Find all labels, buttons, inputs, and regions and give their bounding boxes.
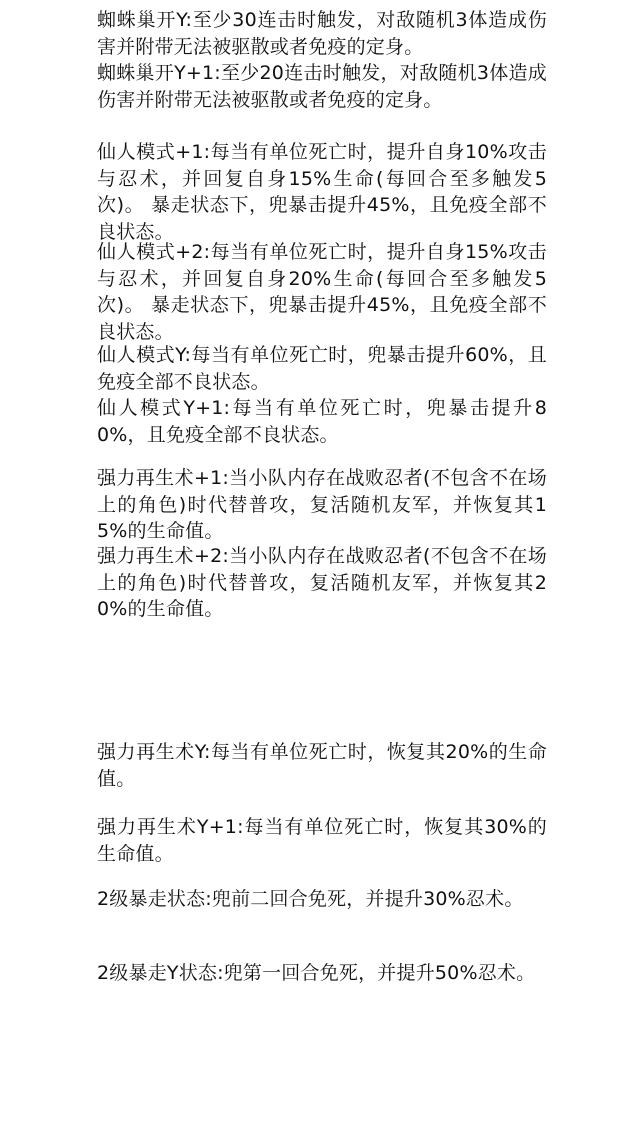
skill-text-regeneration-plus-2: 强力再生术+2:当小队内存在战败忍者(不包含不在场上的角色)时代替普攻，复活随机友军，并恢复其20%的生命值。 [97,545,547,620]
skill-text-rampage-level-2-y: 2级暴走Y状态:兜第一回合免死，并提升50%忍术。 [97,962,536,984]
skill-text-sage-mode-plus-2: 仙人模式+2:每当有单位死亡时，提升自身15%攻击与忍术，并回复自身20%生命(每回合至多触发5次)。 暴走状态下，兜暴击提升45%，且免疫全部不良状态。 [97,241,547,343]
skill-text-sage-mode-plus-1: 仙人模式+1:每当有单位死亡时，提升自身10%攻击与忍术，并回复自身15%生命(每回合至多触发5次)。 暴走状态下，兜暴击提升45%，且免疫全部不良状态。 [97,141,547,243]
skill-text-sage-mode-y-plus-1: 仙人模式Y+1:每当有单位死亡时，兜暴击提升80%，且免疫全部不良状态。 [97,397,547,446]
skill-text-rampage-level-2: 2级暴走状态:兜前二回合免死，并提升30%忍术。 [97,888,524,910]
skill-text-spider-nest-y: 蜘蛛巢开Y:至少30连击时触发，对敌随机3体造成伤害并附带无法被驱散或者免疫的定身。 [97,9,547,58]
skill-text-sage-mode-y: 仙人模式Y:每当有单位死亡时，兜暴击提升60%，且免疫全部不良状态。 [97,344,547,393]
skill-text-regeneration-y: 强力再生术Y:每当有单位死亡时，恢复其20%的生命值。 [97,741,547,790]
skill-text-regeneration-plus-1: 强力再生术+1:当小队内存在战败忍者(不包含不在场上的角色)时代替普攻，复活随机友军，并恢复其15%的生命值。 [97,467,547,542]
skill-text-regeneration-y-plus-1: 强力再生术Y+1:每当有单位死亡时，恢复其30%的生命值。 [97,816,547,865]
skill-text-spider-nest-y-plus-1: 蜘蛛巢开Y+1:至少20连击时触发，对敌随机3体造成伤害并附带无法被驱散或者免疫的定身。 [97,62,547,111]
